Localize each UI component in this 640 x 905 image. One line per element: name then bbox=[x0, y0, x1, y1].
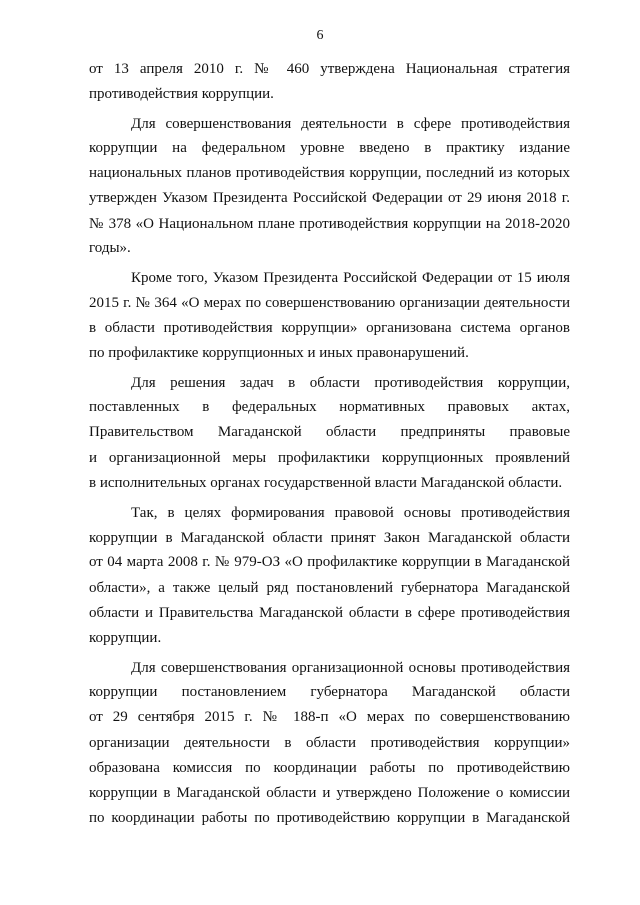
text-line: № 378 «О Национальном плане противодействия коррупции на 2018-2020 bbox=[89, 216, 570, 232]
text-line: области и Правительства Магаданской области в сфере противодействия bbox=[89, 605, 570, 621]
text-line: Правительством Магаданской области предприняты правовые bbox=[89, 424, 570, 440]
text-line: образована комиссия по координации работы по противодействию bbox=[89, 760, 570, 776]
text-line: Так, в целях формирования правовой основы противодействия bbox=[131, 505, 570, 521]
page-number: 6 bbox=[316, 28, 324, 43]
text-line: в области противодействия коррупции» организована система органов bbox=[89, 320, 570, 336]
text-line: коррупции в Магаданской области принят Закон Магаданской области bbox=[89, 530, 570, 546]
text-line: от 04 марта 2008 г. № 979-ОЗ «О профилактике коррупции в Магаданской bbox=[89, 554, 570, 570]
text-line: коррупции на федеральном уровне введено в практику издание bbox=[89, 140, 570, 156]
text-line: по координации работы по противодействию коррупции в Магаданской bbox=[89, 810, 570, 826]
text-line: национальных планов противодействия коррупции, последний из которых bbox=[89, 165, 570, 181]
text-line: утвержден Указом Президента Российской Федерации от 29 июня 2018 г. bbox=[89, 190, 570, 206]
text-line: Для совершенствования деятельности в сфере противодействия bbox=[131, 116, 570, 132]
text-line: Для совершенствования организационной основы противодействия bbox=[131, 660, 570, 676]
text-line: от 13 апреля 2010 г. № 460 утверждена Национальная стратегия bbox=[89, 61, 570, 77]
text-line: области», а также целый ряд постановлений губернатора Магаданской bbox=[89, 580, 570, 596]
text-line: по профилактике коррупционных и иных правонарушений. bbox=[89, 345, 469, 361]
text-line: коррупции. bbox=[89, 630, 162, 646]
text-line: Для решения задач в области противодействия коррупции, bbox=[131, 375, 570, 391]
text-line: противодействия коррупции. bbox=[89, 86, 274, 102]
text-line: поставленных в федеральных нормативных правовых актах, bbox=[89, 399, 570, 415]
text-line: коррупции в Магаданской области и утверждено Положение о комиссии bbox=[89, 785, 570, 801]
text-line: коррупции постановлением губернатора Магаданской области bbox=[89, 684, 570, 700]
text-line: Кроме того, Указом Президента Российской Федерации от 15 июля bbox=[131, 270, 570, 286]
text-line: организации деятельности в области противодействия коррупции» bbox=[89, 735, 570, 751]
text-line: в исполнительных органах государственной власти Магаданской области. bbox=[89, 475, 563, 491]
text-line: от 29 сентября 2015 г. № 188-п «О мерах по совершенствованию bbox=[89, 709, 570, 725]
text-line: и организационной меры профилактики коррупционных проявлений bbox=[89, 450, 570, 466]
text-line: 2015 г. № 364 «О мерах по совершенствованию организации деятельности bbox=[89, 295, 570, 311]
text-line: годы». bbox=[89, 240, 131, 256]
